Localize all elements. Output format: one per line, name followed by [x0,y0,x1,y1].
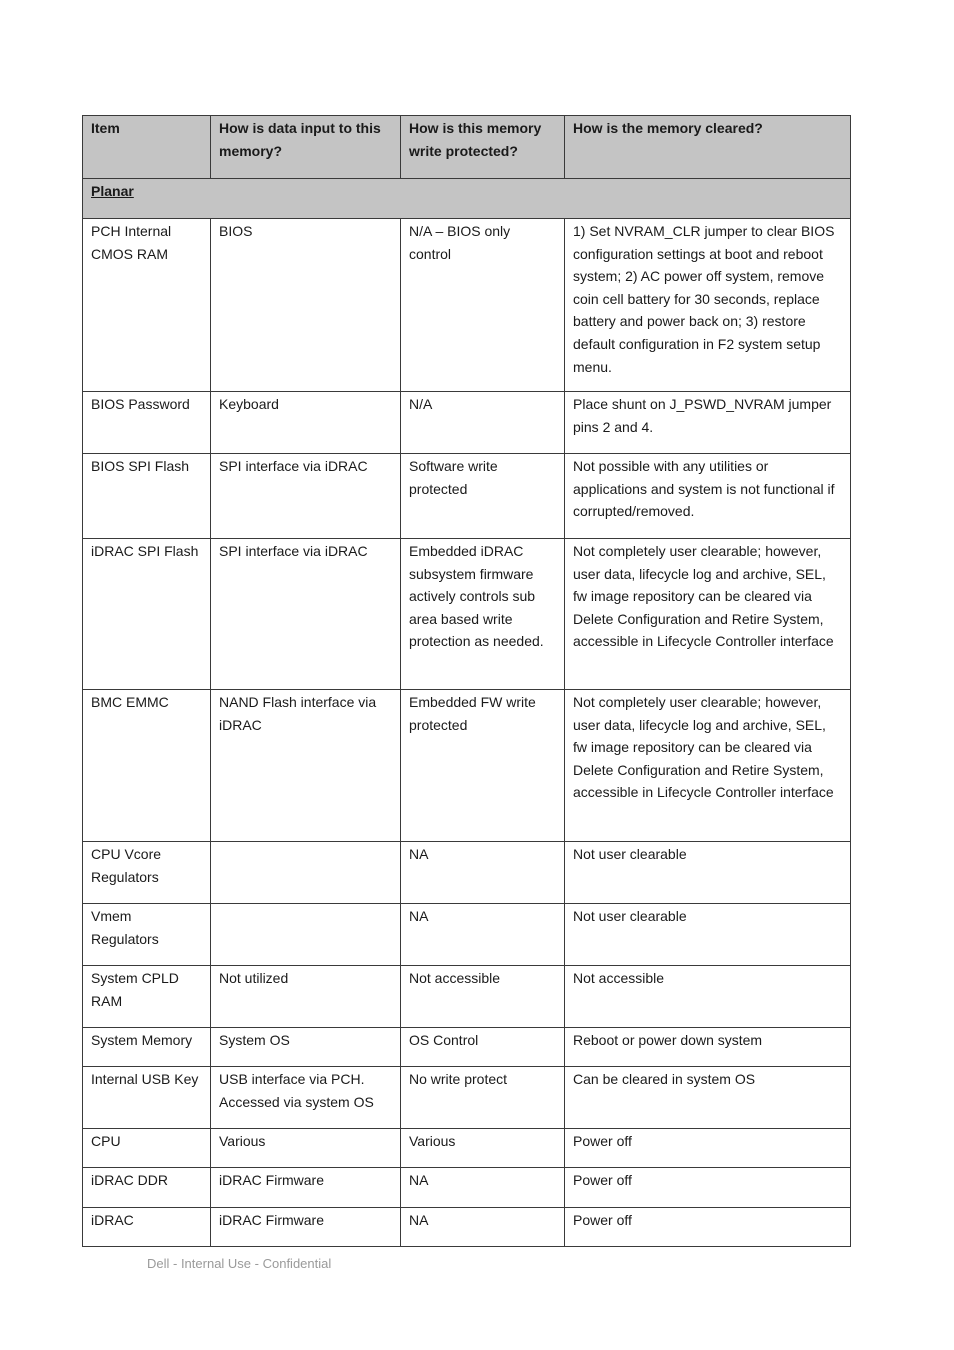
table-row [83,842,851,904]
section-row-planar [83,179,851,219]
table-row [83,1067,851,1129]
write-protection-cell: N/A [401,392,565,454]
confidentiality-footer: Dell - Internal Use - Confidential [147,1256,332,1271]
item-cell: iDRAC [83,1208,211,1247]
data-input-cell: iDRAC Firmware [211,1208,401,1247]
write-protection-cell: Various [401,1129,565,1168]
table-row [83,219,851,392]
table-row [83,1168,851,1208]
clearing-method-cell: Not accessible [565,966,851,1028]
data-input-cell: Keyboard [211,392,401,454]
item-cell: iDRAC SPI Flash [83,539,211,690]
item-cell: Internal USB Key [83,1067,211,1129]
write-protection-cell: NA [401,1168,565,1208]
table-row [83,904,851,966]
data-input-cell: SPI interface via iDRAC [211,454,401,539]
data-input-cell: USB interface via PCH. Accessed via system OS [211,1067,401,1129]
item-cell: CPU [83,1129,211,1168]
table-row [83,392,851,454]
item-cell: BMC EMMC [83,690,211,842]
item-cell: CPU Vcore Regulators [83,842,211,904]
item-cell: BIOS Password [83,392,211,454]
clearing-method-cell: Reboot or power down system [565,1028,851,1067]
clearing-method-cell: Not completely user clearable; however, user data, lifecycle log and archive, SEL, fw image repository can be cleared via Delete Configuration and Retire System, accessible in Lifecycle Controller interface [565,539,851,690]
header-write-protection: How is this memory write protected? [401,116,565,179]
clearing-method-cell: 1) Set NVRAM_CLR jumper to clear BIOS configuration settings at boot and reboot system; 2) AC power off system, remove coin cell battery for 30 seconds, replace battery and power back on; 3) restore default configuration in F2 system setup menu. [565,219,851,392]
item-cell: Vmem Regulators [83,904,211,966]
write-protection-cell: Software write protected [401,454,565,539]
item-cell: PCH Internal CMOS RAM [83,219,211,392]
header-row [83,116,851,179]
write-protection-cell: Embedded iDRAC subsystem firmware actively controls sub area based write protection as needed. [401,539,565,690]
clearing-method-cell: Power off [565,1129,851,1168]
write-protection-cell: NA [401,842,565,904]
write-protection-cell: OS Control [401,1028,565,1067]
clearing-method-cell: Power off [565,1208,851,1247]
data-input-cell [211,904,401,966]
header-data-input: How is data input to this memory? [211,116,401,179]
table-row [83,690,851,842]
clearing-method-cell: Place shunt on J_PSWD_NVRAM jumper pins 2 and 4. [565,392,851,454]
clearing-method-cell: Not possible with any utilities or applications and system is not functional if corrupted/removed. [565,454,851,539]
table-row [83,1028,851,1067]
table-row [83,1129,851,1168]
table-row [83,539,851,690]
data-input-cell: System OS [211,1028,401,1067]
item-cell: System CPLD RAM [83,966,211,1028]
clearing-method-cell: Can be cleared in system OS [565,1067,851,1129]
data-input-cell: SPI interface via iDRAC [211,539,401,690]
header-item: Item [83,116,211,179]
write-protection-cell: N/A – BIOS only control [401,219,565,392]
table-row [83,454,851,539]
item-cell: iDRAC DDR [83,1168,211,1208]
data-input-cell: iDRAC Firmware [211,1168,401,1208]
write-protection-cell: Not accessible [401,966,565,1028]
memory-table [82,115,851,1247]
write-protection-cell: NA [401,1208,565,1247]
section-label: Planar [83,179,851,219]
write-protection-cell: NA [401,904,565,966]
data-input-cell: Various [211,1129,401,1168]
clearing-method-cell: Not user clearable [565,904,851,966]
item-cell: BIOS SPI Flash [83,454,211,539]
clearing-method-cell: Power off [565,1168,851,1208]
write-protection-cell: No write protect [401,1067,565,1129]
clearing-method-cell: Not user clearable [565,842,851,904]
data-input-cell [211,842,401,904]
table-row [83,1208,851,1247]
clearing-method-cell: Not completely user clearable; however, user data, lifecycle log and archive, SEL, fw image repository can be cleared via Delete Configuration and Retire System, accessible in Lifecycle Controller interface [565,690,851,842]
data-input-cell: BIOS [211,219,401,392]
data-input-cell: Not utilized [211,966,401,1028]
item-cell: System Memory [83,1028,211,1067]
write-protection-cell: Embedded FW write protected [401,690,565,842]
data-input-cell: NAND Flash interface via iDRAC [211,690,401,842]
header-memory-cleared: How is the memory cleared? [565,116,851,179]
table-row [83,966,851,1028]
